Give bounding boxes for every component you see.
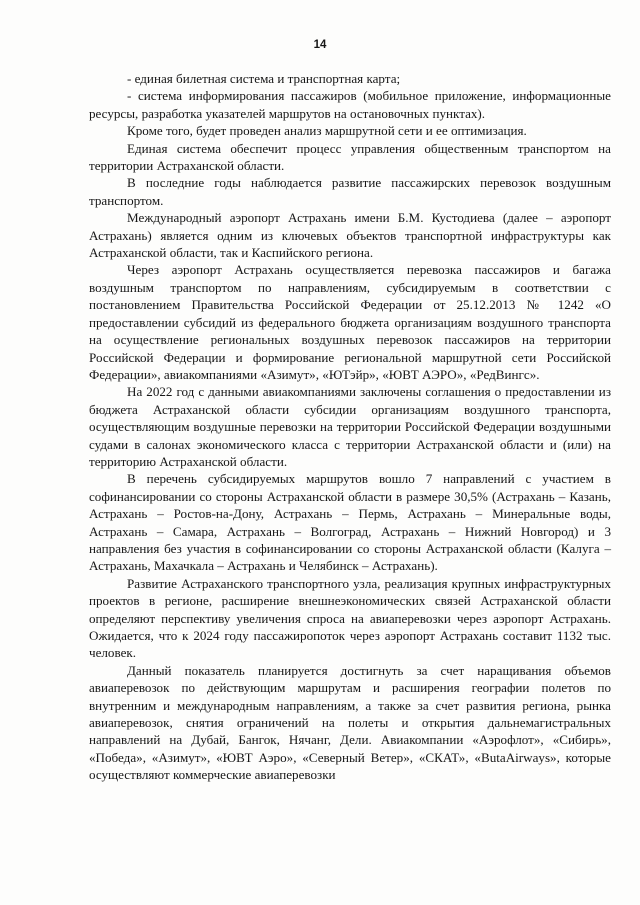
paragraph-unified-system: Единая система обеспечит процесс управления общественным транспортом на территории Астраханской области. bbox=[89, 140, 611, 174]
paragraph-air-transport: В последние годы наблюдается развитие пассажирских перевозок воздушным транспортом. bbox=[89, 175, 611, 208]
list-item-ticket-system: - единая билетная система и транспортная карта; bbox=[127, 71, 401, 86]
paragraph-route-analysis: Кроме того, будет проведен анализ маршрутной сети и ее оптимизация. bbox=[127, 123, 527, 139]
paragraph-route-list: В перечень субсидируемых маршрутов вошло 7 направлений с участием в софинансировании со стороны Астраханской области в размере 30,5% (Астрахань – Казань, Астрахань – Ростов-на-Дону, Астрахань – Пермь, Астрахань – Минеральные воды, Астрахань – Самара, Астрахань – Волгоград, Астрахань – Нижний Новгород) и 3 направления без участия в софинансировании со стороны Астраханской области (Калуга – Астрахань, Махачкала – Астрахань и Челябинск – Астрахань). bbox=[89, 471, 611, 574]
paragraph-hub-development: Развитие Астраханского транспортного узла, реализация крупных инфраструктурных проектов в регионе, расширение внешнеэкономических связей Астраханской области определяют перспективу увеличения спроса на авиаперевозки через аэропорт Астрахань. Ожидается, что к 2024 году пассажиропоток через аэропорт Астрахань составит 1132 тыс. человек. bbox=[89, 575, 611, 661]
paragraph-target-indicator: Данный показатель планируется достигнуть за счет наращивания объемов авиаперевозок по действующим маршрутам и расширения географии полетов по внутренним и международным направлениям, а также за счет развития региона, рынка авиаперевозок, снятия ограничений на полеты и открытия дальнемагистральных направлений на Дубай, Бангок, Нячанг, Дели. Авиакомпании «Аэрофлот», «Сибирь», «Победа», «Азимут», «ЮВТ Аэро», «Северный Ветер», «СКАТ», «ButaAirways», которые осуществляют коммерческие авиаперевозки bbox=[89, 662, 611, 783]
paragraph-agreements-2022: На 2022 год с данными авиакомпаниями заключены соглашения о предоставлении из бюджета Астраханской области субсидии организациям воздушного транспорта, осуществляющим воздушные перевозки на территории Российской Федерации воздушными судами в салонах экономического класса с территории Астраханской области и (или) на территорию Астраханской области. bbox=[89, 384, 611, 469]
page-number: 14 bbox=[313, 39, 327, 51]
paragraph-airport-intro: Международный аэропорт Астрахань имени Б.М. Кустодиева (далее – аэропорт Астрахань) является одним из ключевых объектов транспортной инфраструктуры как Астраханской области, так и Каспийского региона. bbox=[89, 210, 611, 261]
body-text bbox=[89, 70, 611, 784]
list-item-passenger-info: - система информирования пассажиров (мобильное приложение, информационные ресурсы, разработка указателей маршрутов на остановочных пунктах). bbox=[89, 88, 611, 121]
paragraph-subsidized-routes: Через аэропорт Астрахань осуществляется перевозка пассажиров и багажа воздушным транспортом по направлениям, субсидируемым в соответствии с постановлением Правительства Российской Федерации от 25.12.2013 № 1242 «О предоставлении субсидий из федерального бюджета организациям воздушного транспорта на осуществление региональных воздушных перевозок пассажиров на территории Российской Федерации и формирование региональной маршрутной сети Российской Федерации», авиакомпаниями «Азимут», «ЮТэйр», «ЮВТ АЭРО», «РедВингс». bbox=[89, 262, 611, 382]
